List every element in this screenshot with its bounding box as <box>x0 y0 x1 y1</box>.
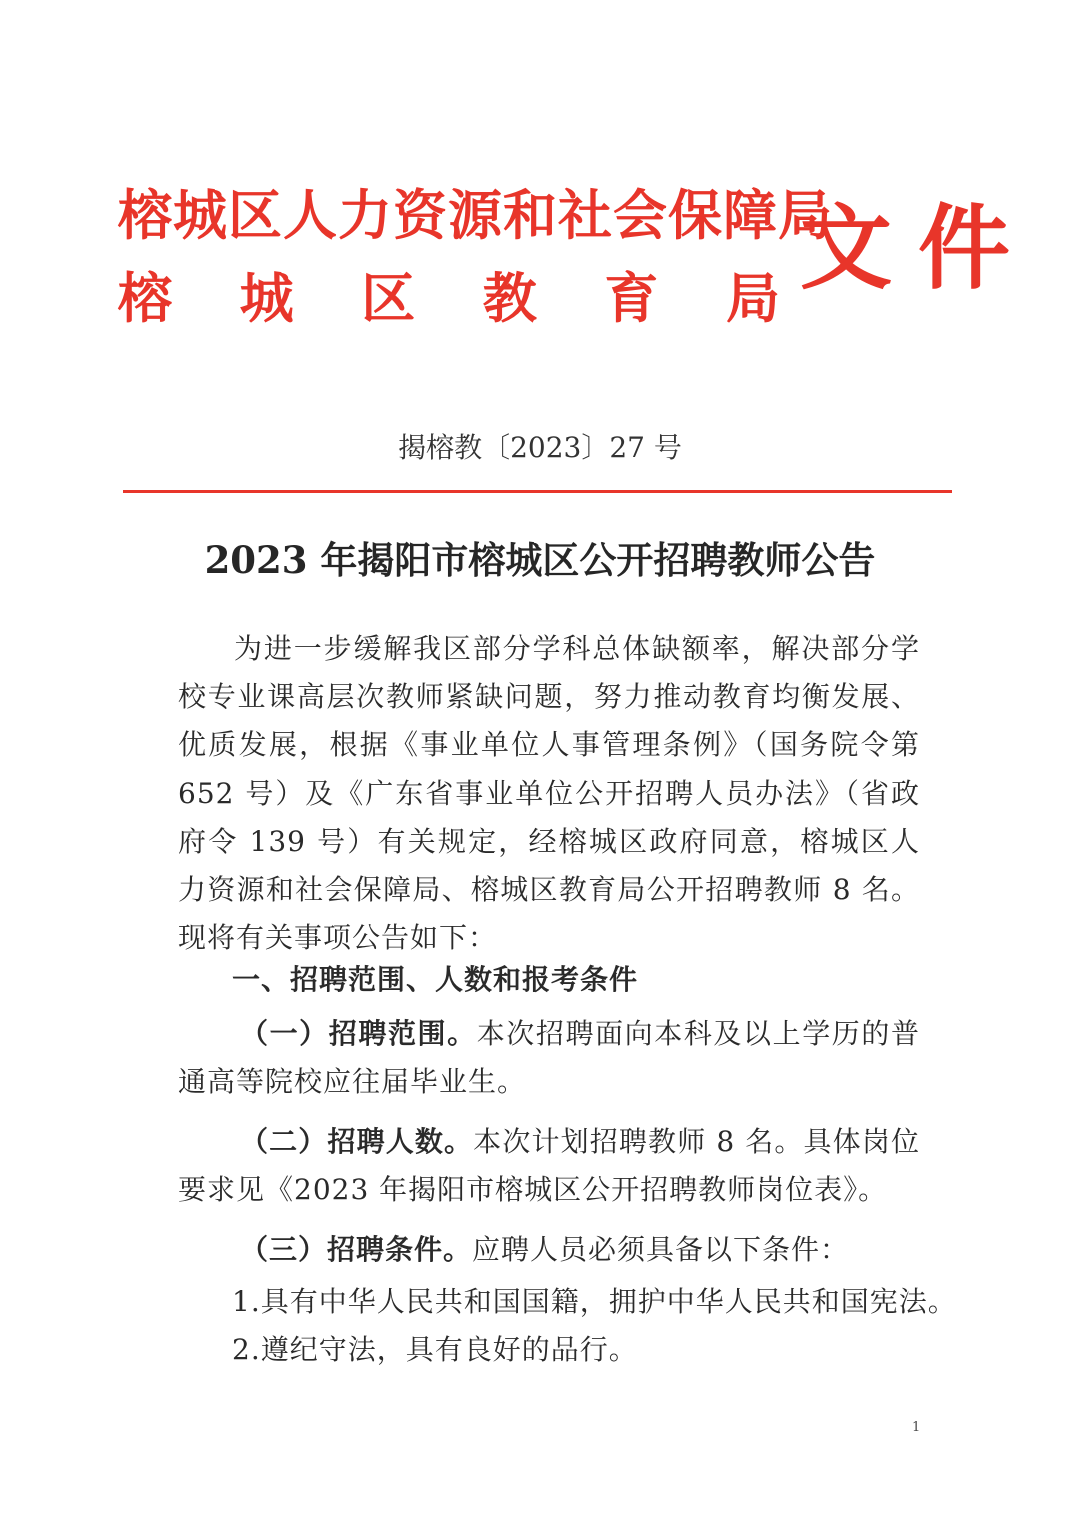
red-divider-line <box>123 490 952 493</box>
subsection-conditions-label: （三）招聘条件。 <box>240 1233 473 1266</box>
subsection-count-label: （二）招聘人数。 <box>240 1125 474 1158</box>
subsection-count-text: 本次计划招聘教师 8 名。具体岗位要求见《2023 年揭阳市榕城区公开招聘教师岗位表》。 <box>178 1125 920 1207</box>
subsection-conditions <box>178 1226 920 1274</box>
condition-item: 2.遵纪守法，具有良好的品行。 <box>232 1333 638 1366</box>
subsection-conditions-text: 应聘人员必须具备以下条件： <box>472 1233 850 1266</box>
intro-paragraph: 为进一步缓解我区部分学科总体缺额率，解决部分学校专业课高层次教师紧缺问题，努力推动教育均衡发展、优质发展，根据《事业单位人事管理条例》（国务院令第 652 号）及《广东省事业单位公开招聘人员办法》（省政府令 139 号）有关规定，经榕城区政府同意，榕城区人力资源和社会保障局、榕城区教育局公开招聘教师 8 名。现将有关事项公告如下： <box>178 632 920 955</box>
org2-char: 区 <box>361 267 416 330</box>
org2-char: 城 <box>239 267 294 330</box>
subsection-scope <box>178 1010 920 1106</box>
subsection-count <box>178 1118 920 1214</box>
issuing-org-line-1: 榕城区人力资源和社会保障局 <box>118 184 833 247</box>
section-1-heading: 一、招聘范围、人数和报考条件 <box>232 963 639 996</box>
org2-char: 教 <box>482 267 537 330</box>
org2-char: 局 <box>725 267 780 330</box>
issuing-org-line-2 <box>118 267 780 330</box>
subsection-scope-label: （一）招聘范围。 <box>240 1017 477 1050</box>
document-number: 揭榕教〔2023〕27 号 <box>398 431 682 464</box>
page-number: 1 <box>912 1420 921 1435</box>
subsection-scope-text: 本次招聘面向本科及以上学历的普通高等院校应往届毕业生。 <box>178 1017 920 1099</box>
org2-char: 榕 <box>118 267 172 330</box>
condition-item: 1.具有中华人民共和国国籍，拥护中华人民共和国宪法。 <box>232 1285 957 1318</box>
org2-char: 育 <box>604 267 659 330</box>
document-type-label: 文件 <box>800 195 1037 302</box>
document-title: 2023 年揭阳市榕城区公开招聘教师公告 <box>204 538 876 582</box>
